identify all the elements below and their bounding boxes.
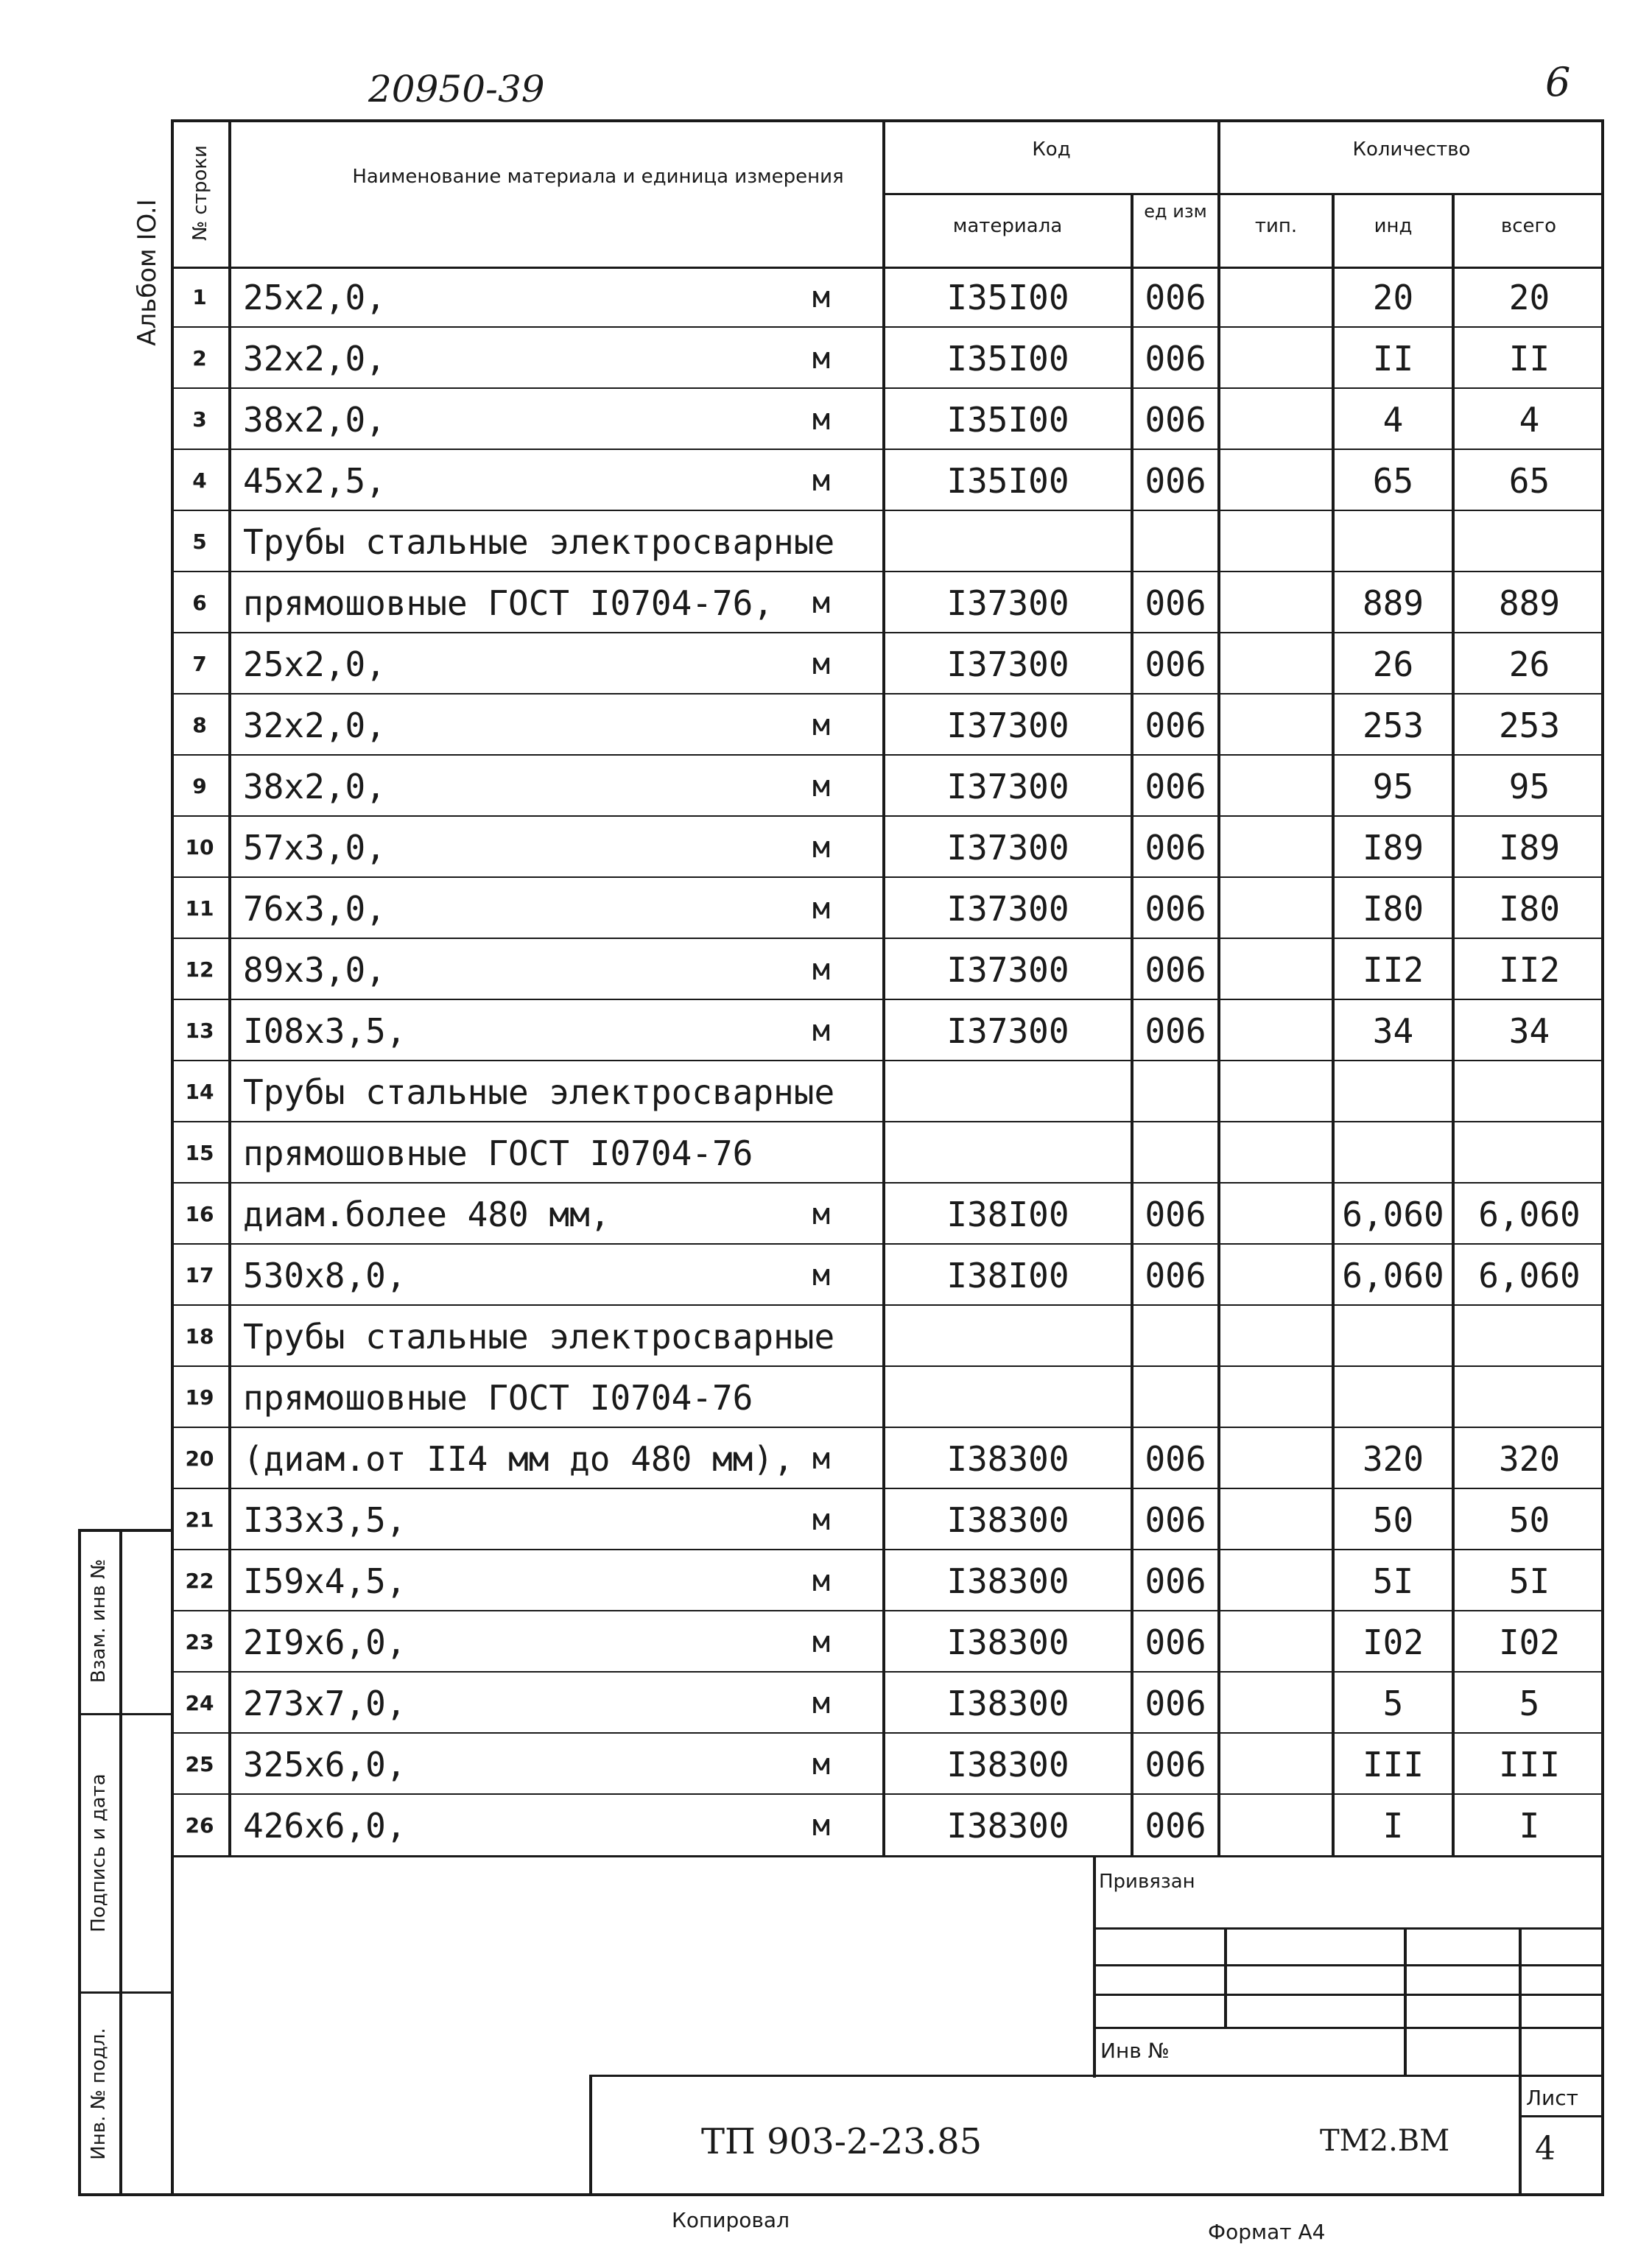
material-name: 89x3,0,: [243, 949, 386, 990]
unit-code: [1133, 1061, 1217, 1122]
qty-type: [1220, 1673, 1332, 1734]
qty-type: [1220, 1428, 1332, 1489]
unit-code: 006: [1145, 1744, 1206, 1784]
qty-ind: 20: [1372, 277, 1414, 317]
qty-ind: [1335, 511, 1452, 572]
header-q-total: всего: [1500, 215, 1557, 237]
table-row: [171, 878, 1604, 939]
header-code: Код: [1032, 138, 1071, 161]
material-unit: м: [812, 1564, 831, 1598]
qty-ind: [1335, 1061, 1452, 1122]
qty-total: [1455, 1061, 1604, 1122]
unit-code: 006: [1145, 277, 1206, 317]
qty-ind: 6,060: [1342, 1255, 1444, 1295]
qty-total: I89: [1498, 827, 1561, 868]
qty-total: 34: [1508, 1010, 1550, 1051]
material-code: I37300: [946, 705, 1069, 745]
stamp-podpis: Подпись и дата: [88, 1773, 110, 1933]
material-name: Трубы стальные электросварные: [243, 521, 835, 562]
table-row: [171, 1367, 1604, 1428]
qty-ind: I89: [1362, 827, 1424, 868]
unit-code: 006: [1145, 644, 1206, 684]
unit-code: 006: [1145, 1499, 1206, 1540]
material-name: Трубы стальные электросварные: [243, 1072, 835, 1112]
material-name: I33x3,5,: [243, 1499, 407, 1540]
qty-type: [1220, 1550, 1332, 1611]
row-number: 3: [192, 407, 207, 432]
unit-code: [1133, 1306, 1217, 1367]
qty-total: II: [1508, 338, 1550, 379]
material-unit: [760, 1061, 882, 1122]
qty-total: 320: [1498, 1438, 1561, 1479]
material-unit: [760, 1122, 882, 1184]
unit-code: 006: [1145, 766, 1206, 806]
material-name: прямошовные ГОСТ I0704-76: [243, 1133, 753, 1173]
row-number: 6: [192, 591, 207, 615]
material-unit: м: [812, 1441, 831, 1476]
qty-ind: 320: [1362, 1438, 1424, 1479]
qty-type: [1220, 1061, 1332, 1122]
row-number: 8: [192, 713, 207, 737]
material-code: I37300: [946, 644, 1069, 684]
row-number: 25: [185, 1752, 214, 1776]
qty-type: [1220, 939, 1332, 1000]
left-stamp-strip: [78, 1529, 171, 2192]
qty-ind: [1335, 1367, 1452, 1428]
material-code: [885, 1061, 1131, 1122]
qty-ind: 34: [1372, 1010, 1414, 1051]
qty-type: [1220, 1306, 1332, 1367]
material-code: I38300: [946, 1744, 1069, 1784]
row-number: 11: [185, 896, 214, 921]
material-code: I37300: [946, 827, 1069, 868]
title-list-label: Лист: [1526, 2086, 1578, 2110]
material-code: I35I00: [946, 460, 1069, 501]
material-name: диам.более 480 мм,: [243, 1194, 611, 1234]
material-code: [885, 1122, 1131, 1184]
material-name: 2I9x6,0,: [243, 1622, 407, 1662]
qty-total: 65: [1508, 460, 1550, 501]
material-unit: м: [812, 647, 831, 681]
material-unit: м: [812, 1808, 831, 1843]
qty-type: [1220, 1122, 1332, 1184]
material-name: I08x3,5,: [243, 1010, 407, 1051]
row-number: 4: [192, 468, 207, 493]
qty-ind: 50: [1372, 1499, 1414, 1540]
qty-type: [1220, 817, 1332, 878]
title-privyazan: Привязан: [1099, 1871, 1195, 1893]
unit-code: 006: [1145, 1255, 1206, 1295]
material-name: I59x4,5,: [243, 1561, 407, 1601]
material-name: Трубы стальные электросварные: [243, 1316, 835, 1357]
qty-type: [1220, 572, 1332, 633]
qty-total: 5: [1519, 1683, 1540, 1723]
qty-total: I: [1519, 1805, 1540, 1846]
material-code: I37300: [946, 1010, 1069, 1051]
row-number: 26: [185, 1813, 214, 1838]
page-number: 6: [1545, 59, 1571, 105]
qty-type: [1220, 633, 1332, 695]
row-number: 22: [185, 1569, 214, 1593]
table-row: [171, 572, 1604, 633]
qty-type: [1220, 1734, 1332, 1795]
table-row: [171, 1184, 1604, 1245]
material-name: 76x3,0,: [243, 888, 386, 929]
stamp-inv-podl: Инв. № подл.: [88, 2028, 110, 2160]
table-row: [171, 1306, 1604, 1367]
unit-code: 006: [1145, 705, 1206, 745]
row-number: 24: [185, 1691, 214, 1715]
qty-ind: 65: [1372, 460, 1414, 501]
material-code: I37300: [946, 949, 1069, 990]
qty-type: [1220, 511, 1332, 572]
qty-type: [1220, 450, 1332, 511]
qty-total: 6,060: [1478, 1255, 1581, 1295]
material-name: (диам.от II4 мм до 480 мм),: [243, 1438, 794, 1479]
title-list-no: 4: [1535, 2130, 1556, 2167]
unit-code: 006: [1145, 1561, 1206, 1601]
table-row: [171, 756, 1604, 817]
qty-type: [1220, 1795, 1332, 1856]
qty-ind: 5: [1382, 1683, 1404, 1723]
qty-type: [1220, 328, 1332, 389]
qty-type: [1220, 1611, 1332, 1673]
header-material-name: Наименование материала и единица измерения: [352, 166, 844, 188]
material-unit: м: [812, 1747, 831, 1782]
material-unit: м: [812, 1625, 831, 1659]
qty-ind: I: [1382, 1805, 1404, 1846]
qty-total: 26: [1508, 644, 1550, 684]
row-number: 1: [192, 285, 207, 309]
qty-total: [1455, 1122, 1604, 1184]
qty-total: III: [1498, 1744, 1561, 1784]
qty-ind: 253: [1362, 705, 1424, 745]
title-project: ТП 903-2-23.85: [701, 2121, 983, 2162]
material-name: 32x2,0,: [243, 338, 386, 379]
material-code: I37300: [946, 583, 1069, 623]
qty-total: 5I: [1508, 1561, 1550, 1601]
row-number: 10: [185, 835, 214, 859]
material-unit: м: [812, 708, 831, 742]
qty-total: 253: [1498, 705, 1561, 745]
material-unit: м: [812, 891, 831, 926]
material-unit: м: [812, 1013, 831, 1048]
qty-ind: 5I: [1372, 1561, 1414, 1601]
qty-ind: I02: [1362, 1622, 1424, 1662]
material-code: I38300: [946, 1438, 1069, 1479]
row-number: 17: [185, 1263, 214, 1287]
header-quantity: Количество: [1352, 138, 1471, 161]
unit-code: 006: [1145, 1622, 1206, 1662]
material-name: 426x6,0,: [243, 1805, 407, 1846]
row-number: 14: [185, 1080, 214, 1104]
qty-ind: [1335, 1122, 1452, 1184]
material-name: 25x2,0,: [243, 277, 386, 317]
unit-code: 006: [1145, 1805, 1206, 1846]
material-code: I38300: [946, 1683, 1069, 1723]
row-number: 21: [185, 1508, 214, 1532]
material-code: I38I00: [946, 1255, 1069, 1295]
row-number: 13: [185, 1019, 214, 1043]
unit-code: 006: [1145, 583, 1206, 623]
row-number: 9: [192, 774, 207, 798]
material-name: 25x2,0,: [243, 644, 386, 684]
material-name: прямошовные ГОСТ I0704-76: [243, 1377, 753, 1418]
row-number: 19: [185, 1385, 214, 1410]
qty-total: [1455, 511, 1604, 572]
header-row-number: № строки: [189, 145, 211, 241]
qty-type: [1220, 267, 1332, 328]
material-name: 530x8,0,: [243, 1255, 407, 1295]
qty-ind: [1335, 1306, 1452, 1367]
footer-format: Формат А4: [1208, 2220, 1326, 2244]
qty-total: [1455, 1367, 1604, 1428]
table-row: [171, 1550, 1604, 1611]
material-name: 32x2,0,: [243, 705, 386, 745]
table-row: [171, 1000, 1604, 1061]
material-code: I35I00: [946, 338, 1069, 379]
qty-total: 50: [1508, 1499, 1550, 1540]
qty-type: [1220, 1245, 1332, 1306]
footer-copied: Копировал: [672, 2208, 790, 2232]
table-row: [171, 939, 1604, 1000]
table-row: [171, 450, 1604, 511]
row-number: 12: [185, 957, 214, 982]
material-unit: м: [812, 769, 831, 804]
material-code: I38300: [946, 1561, 1069, 1601]
material-unit: [760, 1306, 882, 1367]
table-row: [171, 511, 1604, 572]
table-row: [171, 1245, 1604, 1306]
stamp-vzam: Взам. инв №: [88, 1558, 110, 1684]
header-q-type: тип.: [1254, 215, 1298, 237]
header-code-unit: ед изм: [1144, 201, 1207, 222]
title-sheet-code: ТМ2.ВМ: [1320, 2124, 1450, 2158]
material-name: 57x3,0,: [243, 827, 386, 868]
material-code: I35I00: [946, 399, 1069, 440]
table-row: [171, 817, 1604, 878]
header-code-material: материала: [952, 215, 1063, 237]
row-number: 23: [185, 1630, 214, 1654]
unit-code: [1133, 1367, 1217, 1428]
title-inv-no: Инв №: [1100, 2039, 1170, 2063]
row-number: 15: [185, 1141, 214, 1165]
unit-code: 006: [1145, 399, 1206, 440]
row-number: 2: [192, 346, 207, 370]
table-row: [171, 1428, 1604, 1489]
table-row: [171, 1122, 1604, 1184]
table-row: [171, 695, 1604, 756]
qty-total: 4: [1519, 399, 1540, 440]
unit-code: [1133, 1122, 1217, 1184]
table-row: [171, 1795, 1604, 1856]
table-row: [171, 1061, 1604, 1122]
qty-type: [1220, 1000, 1332, 1061]
material-code: [885, 511, 1131, 572]
qty-ind: II2: [1362, 949, 1424, 990]
unit-code: 006: [1145, 338, 1206, 379]
header-q-ind: инд: [1374, 215, 1413, 237]
material-code: I38300: [946, 1622, 1069, 1662]
row-number: 7: [192, 652, 207, 676]
qty-type: [1220, 756, 1332, 817]
table-row: [171, 267, 1604, 328]
material-code: I38300: [946, 1499, 1069, 1540]
qty-type: [1220, 1489, 1332, 1550]
qty-type: [1220, 389, 1332, 450]
material-unit: м: [812, 402, 831, 437]
row-number: 20: [185, 1446, 214, 1471]
unit-code: 006: [1145, 949, 1206, 990]
qty-ind: 95: [1372, 766, 1414, 806]
material-unit: [760, 511, 882, 572]
qty-ind: III: [1362, 1744, 1424, 1784]
qty-ind: II: [1372, 338, 1414, 379]
qty-ind: 26: [1372, 644, 1414, 684]
qty-total: 889: [1498, 583, 1561, 623]
unit-code: [1133, 511, 1217, 572]
unit-code: 006: [1145, 827, 1206, 868]
material-unit: м: [812, 280, 831, 314]
material-name: 325x6,0,: [243, 1744, 407, 1784]
material-code: [885, 1306, 1131, 1367]
unit-code: 006: [1145, 888, 1206, 929]
table-row: [171, 633, 1604, 695]
material-name: 273x7,0,: [243, 1683, 407, 1723]
material-unit: [760, 1367, 882, 1428]
qty-total: 6,060: [1478, 1194, 1581, 1234]
material-code: I38I00: [946, 1194, 1069, 1234]
unit-code: 006: [1145, 1683, 1206, 1723]
table-row: [171, 389, 1604, 450]
document-code-top: 20950-39: [368, 68, 545, 110]
qty-total: II2: [1498, 949, 1561, 990]
qty-total: 20: [1508, 277, 1550, 317]
materials-table: [171, 119, 1604, 2196]
material-code: I37300: [946, 888, 1069, 929]
material-name: 45x2,5,: [243, 460, 386, 501]
unit-code: 006: [1145, 1010, 1206, 1051]
qty-ind: I80: [1362, 888, 1424, 929]
table-row: [171, 1489, 1604, 1550]
qty-total: 95: [1508, 766, 1550, 806]
material-code: I38300: [946, 1805, 1069, 1846]
qty-type: [1220, 878, 1332, 939]
unit-code: 006: [1145, 1438, 1206, 1479]
qty-type: [1220, 1367, 1332, 1428]
table-row: [171, 1734, 1604, 1795]
unit-code: 006: [1145, 460, 1206, 501]
qty-ind: 6,060: [1342, 1194, 1444, 1234]
qty-total: I80: [1498, 888, 1561, 929]
table-row: [171, 328, 1604, 389]
table-row: [171, 1673, 1604, 1734]
material-unit: м: [812, 1686, 831, 1720]
material-unit: м: [812, 586, 831, 620]
qty-type: [1220, 695, 1332, 756]
material-name: прямошовные ГОСТ I0704-76,: [243, 583, 774, 623]
row-number: 5: [192, 530, 207, 554]
material-unit: м: [812, 1502, 831, 1537]
material-code: I35I00: [946, 277, 1069, 317]
row-number: 18: [185, 1324, 214, 1348]
qty-ind: 4: [1382, 399, 1404, 440]
qty-total: I02: [1498, 1622, 1561, 1662]
material-unit: м: [812, 830, 831, 865]
material-code: I37300: [946, 766, 1069, 806]
album-label: Альбом IO.I: [133, 199, 162, 346]
qty-ind: 889: [1362, 583, 1424, 623]
material-unit: м: [812, 463, 831, 498]
material-name: 38x2,0,: [243, 766, 386, 806]
qty-type: [1220, 1184, 1332, 1245]
material-unit: м: [812, 1258, 831, 1293]
material-unit: м: [812, 1197, 831, 1231]
unit-code: 006: [1145, 1194, 1206, 1234]
table-row: [171, 1611, 1604, 1673]
material-unit: м: [812, 952, 831, 987]
material-code: [885, 1367, 1131, 1428]
row-number: 16: [185, 1202, 214, 1226]
qty-total: [1455, 1306, 1604, 1367]
material-name: 38x2,0,: [243, 399, 386, 440]
material-unit: м: [812, 341, 831, 376]
